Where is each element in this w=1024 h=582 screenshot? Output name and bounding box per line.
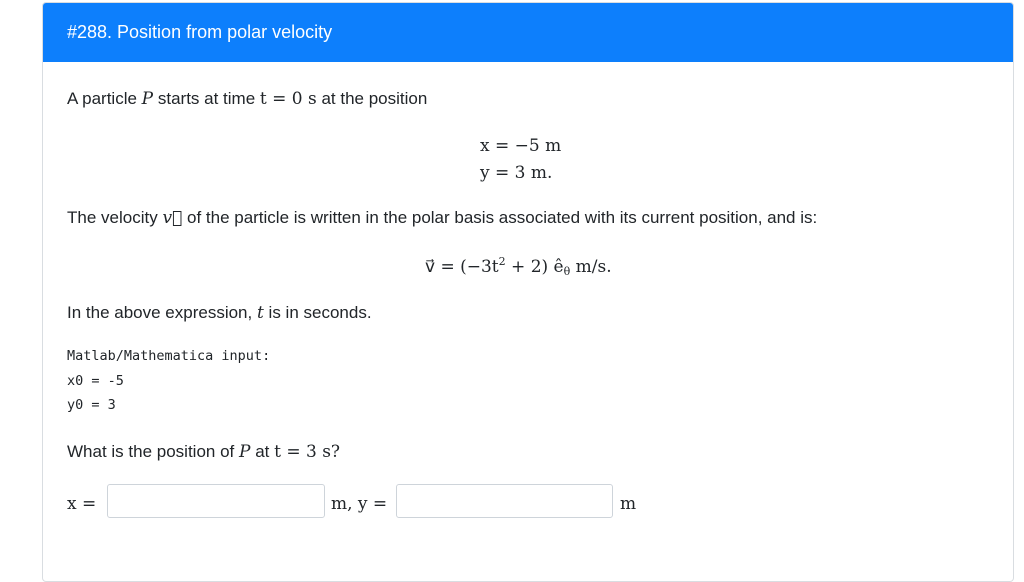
velocity-equation	[425, 255, 612, 278]
velocity-sub: θ	[563, 265, 571, 278]
x-unit-y-label: m, y =	[331, 494, 388, 514]
intro-text: A particle	[67, 89, 137, 108]
intro-var-p: P	[141, 89, 154, 109]
code-line-x0: x0 = -5	[67, 373, 124, 389]
code-line-y0: y0 = 3	[67, 397, 116, 413]
intro-text-3: at the position	[321, 89, 428, 108]
question-text-2: at	[255, 442, 270, 461]
intro-time-eq: t = 0 s	[259, 89, 317, 109]
intro-text-2: starts at time	[157, 89, 256, 108]
problem-title: #288. Position from polar velocity	[67, 22, 333, 42]
question-paragraph	[67, 442, 340, 462]
x-equation: x = −5 m	[480, 136, 562, 156]
y-unit-label: m	[620, 494, 637, 514]
velocity-text: The velocity	[67, 208, 158, 227]
velocity-paragraph	[67, 208, 817, 228]
velocity-eq-mid: + 2) ê	[505, 257, 564, 277]
seconds-paragraph	[67, 303, 372, 323]
problem-header	[43, 3, 1013, 62]
intro-paragraph	[67, 89, 427, 109]
velocity-eq-unit: m/s.	[570, 257, 612, 277]
velocity-eq-lhs: v⃗ = (−3t	[425, 257, 499, 277]
question-time-eq: t = 3 s?	[274, 442, 341, 462]
problem-card	[42, 2, 1014, 582]
seconds-text: In the above expression,	[67, 303, 253, 322]
x-answer-input[interactable]	[107, 484, 325, 518]
velocity-exp: 2	[498, 255, 506, 268]
velocity-text-2: of the particle is written in the polar basis associated with its current position, and is:	[186, 208, 818, 227]
seconds-text-2: is in seconds.	[268, 303, 372, 322]
question-var: P	[239, 442, 251, 462]
question-text: What is the position of	[67, 442, 235, 461]
y-answer-input[interactable]	[396, 484, 613, 518]
x-answer-label: x =	[67, 494, 97, 514]
velocity-symbol: v⃗	[162, 208, 183, 228]
y-equation: y = 3 m.	[480, 163, 553, 183]
seconds-var: t	[256, 303, 264, 323]
code-heading: Matlab/Mathematica input:	[67, 348, 271, 364]
